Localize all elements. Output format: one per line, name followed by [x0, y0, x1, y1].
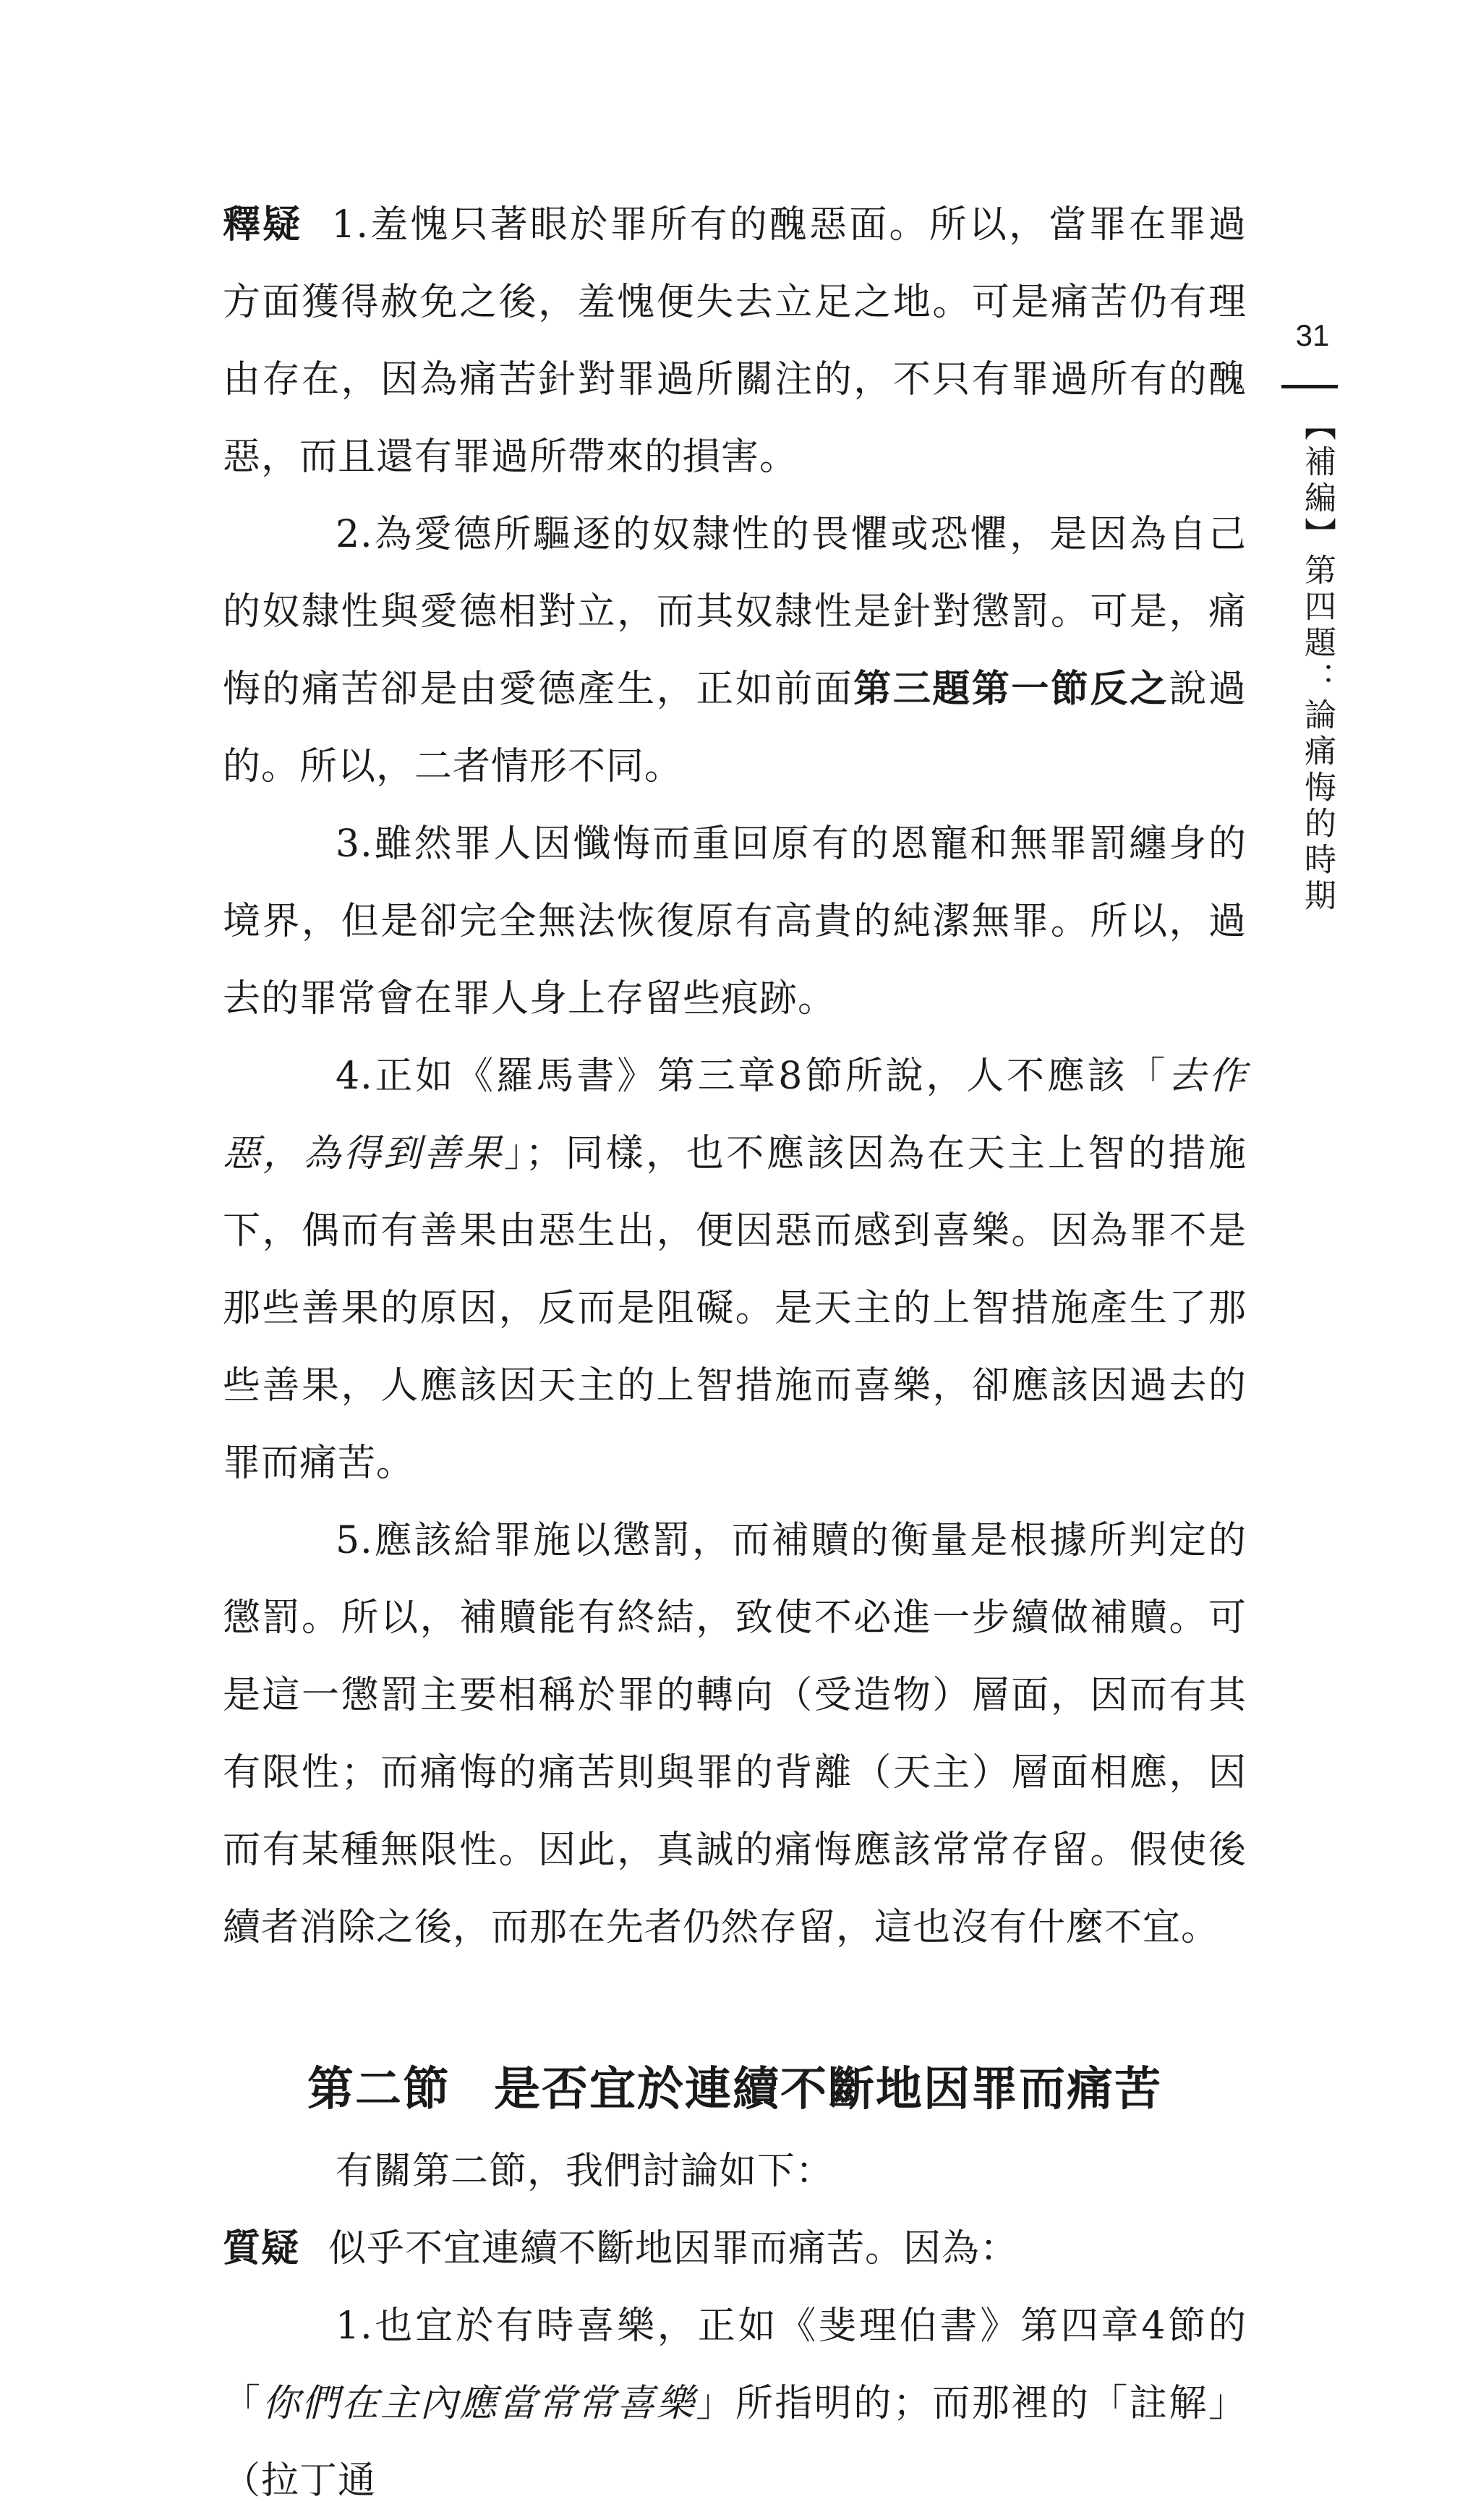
section-number: 第二節	[307, 2062, 451, 2116]
margin-rule	[1281, 385, 1338, 388]
reply-5-text: 5.應該給罪施以懲罰，而補贖的衡量是根據所判定的懲罰。所以，補贖能有終結，致使不必進一步續做補贖。可是這一懲罰主要相稱於罪的轉向（受造物）層面，因而有其有限性；而痛悔的痛苦則與罪的背離（天主）層面相應，因而有某種無限性。因此，真誠的痛悔應該常常存留。假使後續者消除之後，而那在先者仍然存留，這也沒有什麼不宜。	[223, 1519, 1247, 1949]
reply-2-reference: 第三題第一節反之	[853, 668, 1169, 711]
reply-3-text: 3.雖然罪人因懺悔而重回原有的恩寵和無罪罰纏身的境界，但是卻完全無法恢復原有高貴的純潔無罪。所以，過去的罪常會在罪人身上存留些痕跡。	[223, 822, 1247, 1021]
reply-1-text: 1.羞愧只著眼於罪所有的醜惡面。所以，當罪在罪過方面獲得赦免之後，羞愧便失去立足之地。可是痛苦仍有理由存在，因為痛苦針對罪過所關注的，不只有罪過所有的醜惡，而且還有罪過所帶來的損害。	[223, 203, 1247, 479]
objection-1-text-before: 1.也宜於有時喜樂，正如《斐理伯書》第四章4節的「	[223, 2304, 1247, 2425]
running-head: 【補編】第四題：論痛悔的時期	[1299, 409, 1336, 915]
reply-2-text-after: 說過的。所以，二者情形不同。	[223, 668, 1247, 788]
reply-4-text-after: 」；同樣，也不應該因為在天主上智的措施下，偶而有善果由惡生出，便因惡而感到喜樂。因為罪不是那些善果的原因，反而是阻礙。是天主的上智措施產生了那些善果，人應該因天主的上智措施而喜樂，卻應該因過去的罪而痛苦。	[223, 1132, 1247, 1485]
section-heading	[223, 2046, 1247, 2133]
objection-text: 似乎不宜連續不斷地因罪而痛苦。因為：	[328, 2227, 1019, 2270]
objection-paragraph	[223, 2210, 1247, 2288]
reply-paragraph-5	[223, 1502, 1247, 1967]
reply-4-text-before: 4.正如《羅馬書》第三章8節所說，人不應該「	[336, 1055, 1169, 1098]
reply-paragraph-4	[223, 1038, 1247, 1502]
reply-paragraph-3	[223, 806, 1247, 1038]
page-number: 31	[1295, 318, 1330, 352]
section-spacer	[223, 1967, 1247, 2046]
reply-paragraph-1	[223, 187, 1247, 496]
objection-label: 質疑	[223, 2227, 300, 2270]
body-text	[223, 187, 1247, 2520]
objection-1-quote: 你們在主內應當常常喜樂	[262, 2382, 696, 2425]
reply-label: 釋疑	[223, 203, 303, 247]
section-title: 是否宜於連續不斷地因罪而痛苦	[494, 2062, 1162, 2116]
reply-2-text-before: 2.為愛德所驅逐的奴隸性的畏懼或恐懼，是因為自己的奴隸性與愛德相對立，而其奴隸性是針對懲罰。可是，痛悔的痛苦卻是由愛德產生，正如前面	[223, 513, 1247, 711]
section-intro: 有關第二節，我們討論如下：	[336, 2150, 835, 2193]
reply-paragraph-2	[223, 496, 1247, 806]
reply-4-quote: 去作惡，為得到善果	[223, 1055, 1247, 1175]
objection-1-text-after: 」所指明的；而那裡的「註解」（拉丁通	[223, 2382, 1247, 2503]
objection-paragraph-1	[223, 2288, 1247, 2520]
